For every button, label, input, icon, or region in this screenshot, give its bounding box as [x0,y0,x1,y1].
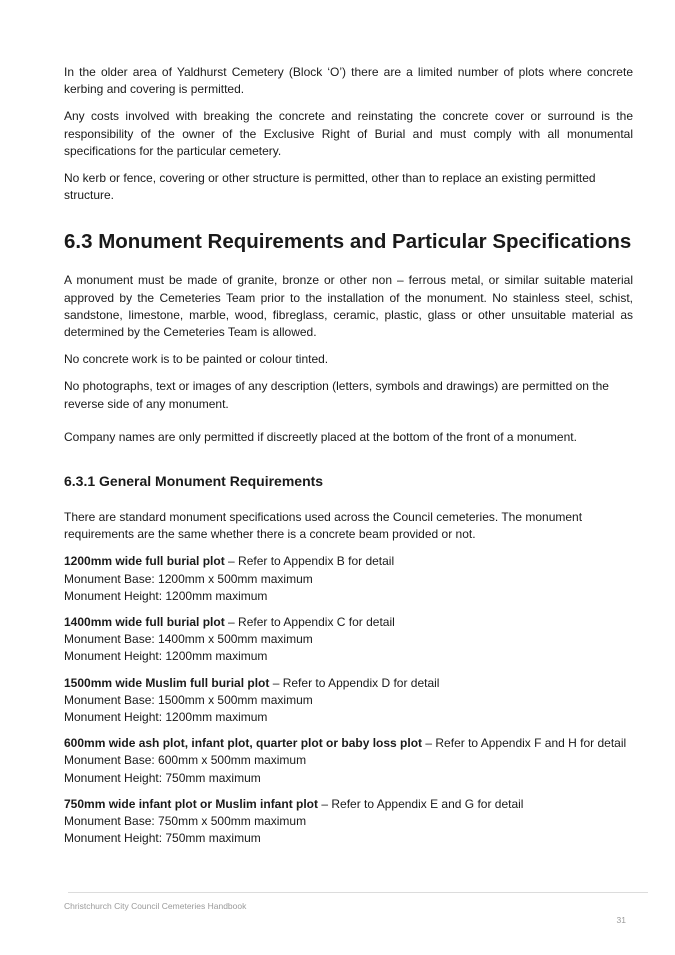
spec-item-1500 [64,675,633,727]
page-content [64,64,633,857]
section-paragraph-2: No concrete work is to be painted or colour tinted. [64,352,329,367]
spec-base: Monument Base: 1200mm x 500mm maximum [64,571,313,586]
spec-title: 1200mm wide full burial plot [64,554,225,569]
spec-reference: – Refer to Appendix B for detail [224,554,395,569]
spec-title: 1500mm wide Muslim full burial plot [64,675,270,690]
spec-item-1200 [64,553,633,605]
footer-title: Christchurch City Council Cemeteries Handbook [64,901,247,911]
spec-height: Monument Height: 1200mm maximum [64,588,268,603]
spec-height: Monument Height: 750mm maximum [64,831,261,846]
section-paragraph-1: A monument must be made of granite, bronze or other non – ferrous metal, or similar suitable material approved by the Cemeteries Team prior to the installation of the monument. No stainless steel, schist, sandstone, limestone, marble, wood, fibreglass, ceramic, plastic, glass or other unsuitable material as determined by the Cemeteries Team is allowed. [64,273,633,340]
spec-height: Monument Height: 750mm maximum [64,770,261,785]
intro-paragraph-2: Any costs involved with breaking the concrete and reinstating the concrete cover or surround is the responsibility of the owner of the Exclusive Right of Burial and must comply with all monumental specifications for the particular cemetery. [64,109,633,158]
spec-reference: – Refer to Appendix E and G for detail [318,796,524,811]
intro-paragraph-3: No kerb or fence, covering or other structure is permitted, other than to replace an existing permitted structure. [64,171,596,203]
spec-reference: – Refer to Appendix D for detail [269,675,440,690]
spec-title: 750mm wide infant plot or Muslim infant plot [64,796,319,811]
section-heading: 6.3 Monument Requirements and Particular Specifications [64,230,632,254]
spec-title: 1400mm wide full burial plot [64,615,225,630]
footer-divider [68,892,648,893]
subsection-intro: There are standard monument specifications used across the Council cemeteries. The monument requirements are the same whether there is a concrete beam provided or not. [64,510,583,542]
section-paragraph-3: No photographs, text or images of any description (letters, symbols and drawings) are permitted on the reverse side of any monument. [64,379,609,411]
spec-base: Monument Base: 1400mm x 500mm maximum [64,632,313,647]
spec-reference: – Refer to Appendix C for detail [224,615,395,630]
spec-title: 600mm wide ash plot, infant plot, quarter plot or baby loss plot [64,736,423,751]
spec-item-1400 [64,614,633,666]
section-paragraph-4: Company names are only permitted if discreetly placed at the bottom of the front of a monument. [64,429,577,444]
spec-reference: – Refer to Appendix F and H for detail [422,736,627,751]
spec-base: Monument Base: 600mm x 500mm maximum [64,753,307,768]
spec-height: Monument Height: 1200mm maximum [64,710,268,725]
spec-item-600 [64,735,633,787]
intro-paragraph-1: In the older area of Yaldhurst Cemetery (Block ‘O’) there are a limited number of plots where concrete kerbing and covering is permitted. [64,65,633,97]
page-number: 31 [616,915,626,925]
spec-base: Monument Base: 750mm x 500mm maximum [64,814,307,829]
spec-base: Monument Base: 1500mm x 500mm maximum [64,692,313,707]
subsection-heading: 6.3.1 General Monument Requirements [64,473,324,490]
spec-height: Monument Height: 1200mm maximum [64,649,268,664]
spec-item-750 [64,796,633,848]
